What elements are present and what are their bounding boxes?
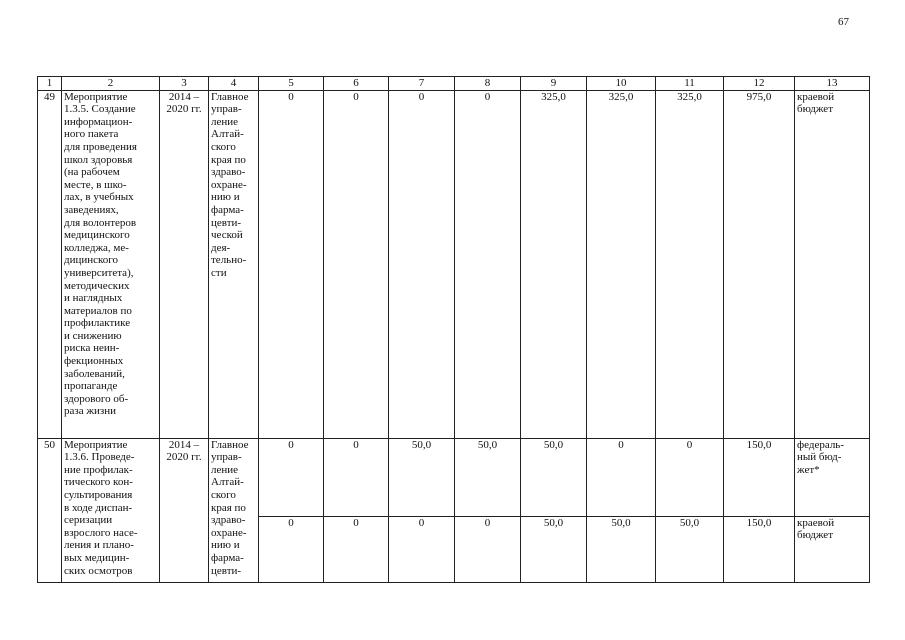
column-header: 8 <box>455 77 521 91</box>
column-header: 1 <box>38 77 62 91</box>
executor-cell <box>209 438 259 582</box>
funding-source <box>795 438 870 516</box>
column-header: 3 <box>160 77 209 91</box>
table-row <box>38 90 870 438</box>
column-header: 9 <box>521 77 587 91</box>
row-number: 49 <box>38 90 62 438</box>
column-header: 2 <box>62 77 160 91</box>
column-header: 7 <box>389 77 455 91</box>
column-header: 4 <box>209 77 259 91</box>
period-text: 2014 – 2020 гг. <box>166 90 202 116</box>
total-cell: 975,0 <box>724 90 795 438</box>
total-cell: 150,0 <box>724 438 795 516</box>
value-cell: 50,0 <box>455 438 521 516</box>
executor-text: Главное управ- ление Алтай- ского края по здраво- охране- нию и фарма- цевти- <box>211 438 249 577</box>
funding-source-text: краевой бюджет <box>797 90 835 116</box>
value-cell: 0 <box>587 438 656 516</box>
executor-cell <box>209 90 259 438</box>
value-cell: 0 <box>455 516 521 582</box>
funding-source-text: федераль- ный бюд- жет* <box>797 438 844 476</box>
value-cell: 0 <box>259 438 324 516</box>
column-header-row <box>38 77 870 91</box>
value-cell: 0 <box>259 516 324 582</box>
column-header: 10 <box>587 77 656 91</box>
period-text: 2014 – 2020 гг. <box>166 438 202 464</box>
measure-description <box>62 90 160 438</box>
funding-source <box>795 516 870 582</box>
measure-description <box>62 438 160 582</box>
column-header: 11 <box>656 77 724 91</box>
period-cell <box>160 90 209 438</box>
value-cell: 325,0 <box>521 90 587 438</box>
table-row <box>38 438 870 516</box>
total-cell: 150,0 <box>724 516 795 582</box>
value-cell: 50,0 <box>521 438 587 516</box>
measure-description-text: Мероприятие 1.3.5. Создание информацион- ного пакета для проведения школ здоровья (на рабочем месте, в шко- лах, в учебных заведениях, для волонтеров медицинского колледжа, ме- дицинского университета), методических и наглядных материалов по профилактике и снижению риска неин- фекционных заболеваний, пропаганде здорового об- раза жизни <box>64 90 137 418</box>
column-header: 12 <box>724 77 795 91</box>
column-header: 5 <box>259 77 324 91</box>
value-cell: 0 <box>324 516 389 582</box>
funding-source-text: краевой бюджет <box>797 516 835 542</box>
column-header: 6 <box>324 77 389 91</box>
value-cell: 50,0 <box>521 516 587 582</box>
funding-source <box>795 90 870 438</box>
value-cell: 0 <box>656 438 724 516</box>
value-cell: 50,0 <box>587 516 656 582</box>
executor-text: Главное управ- ление Алтай- ского края по здраво- охране- нию и фарма- цевти- ческой дея- тельно- сти <box>211 90 249 279</box>
value-cell: 325,0 <box>587 90 656 438</box>
row-number: 50 <box>38 438 62 582</box>
value-cell: 0 <box>259 90 324 438</box>
column-header: 13 <box>795 77 870 91</box>
page-number: 67 <box>838 16 849 28</box>
value-cell: 50,0 <box>656 516 724 582</box>
value-cell: 0 <box>389 90 455 438</box>
measure-description-text: Мероприятие 1.3.6. Проведе- ние профилак- тического кон- сультирования в ходе диспан- серизации взрослого насе- ления и плано- вых медицин- ских осмотров <box>64 438 138 577</box>
period-cell <box>160 438 209 582</box>
value-cell: 50,0 <box>389 438 455 516</box>
budget-table <box>37 76 870 583</box>
value-cell: 0 <box>324 90 389 438</box>
value-cell: 0 <box>324 438 389 516</box>
value-cell: 325,0 <box>656 90 724 438</box>
value-cell: 0 <box>455 90 521 438</box>
value-cell: 0 <box>389 516 455 582</box>
